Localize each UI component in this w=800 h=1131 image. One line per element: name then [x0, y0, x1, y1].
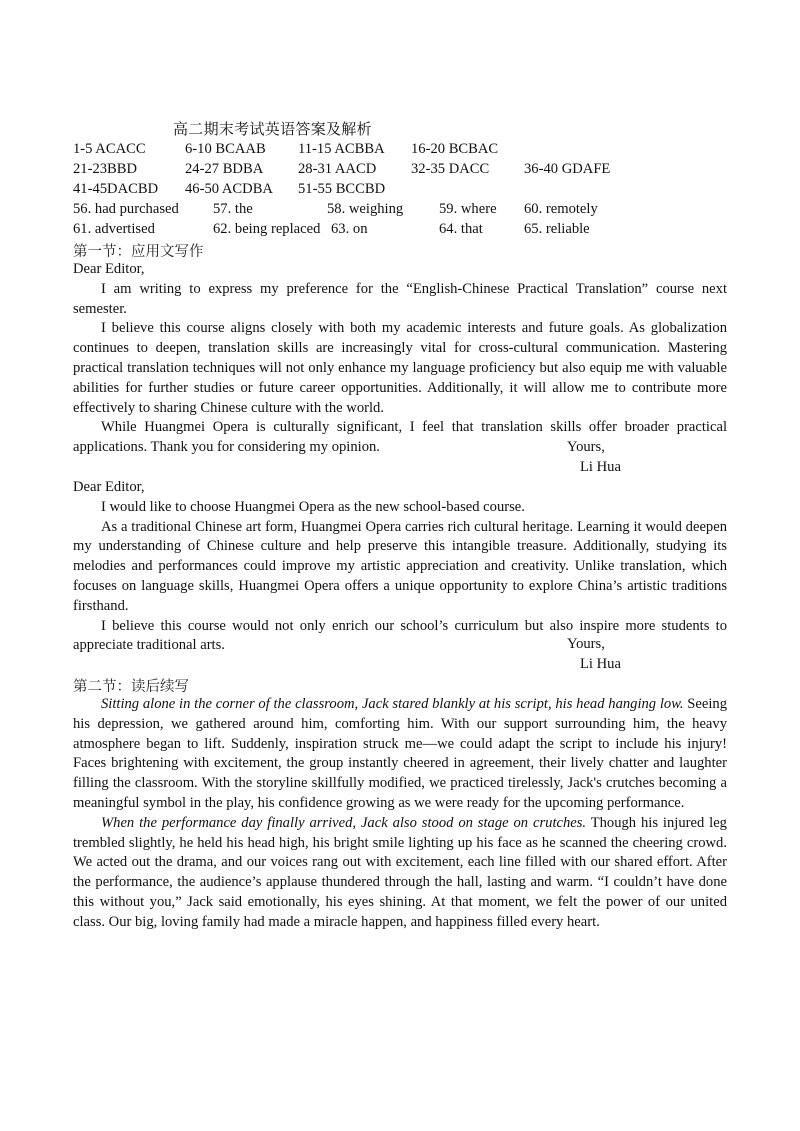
answer-cell: 65. reliable	[524, 221, 590, 237]
letter2	[73, 478, 727, 656]
letter1	[73, 260, 727, 458]
given-opening-sentence: When the performance day finally arrived, Jack also stood on stage on crutches.	[101, 814, 587, 831]
paragraph-body: Though his injured leg trembled slightly, he held his head high, his bright smile lighting up his face as he scanned the cheering crowd. We acted out the drama, and our voices rang out with excitement, each line filled with our shared effort. After the performance, the audience’s applause thundered through the hall, lasting and warm. “I couldn’t have done this without you,” Jack said emotionally, his eyes shining. At that moment, we felt the power of our united class. Our big, loving family had made a miracle happen, and happiness filled every heart.	[73, 814, 727, 930]
story-paragraph-2	[73, 814, 727, 933]
fill-answer-row	[73, 221, 733, 241]
letter2-greeting: Dear Editor,	[73, 479, 145, 495]
answer-cell: 36-40 GDAFE	[524, 161, 611, 177]
letter1-paragraph: I am writing to express my preference for the “English-Chinese Practical Translation” course next semester.	[73, 280, 727, 317]
answer-cell: 46-50 ACDBA	[185, 181, 273, 197]
letter2-paragraph: As a traditional Chinese art form, Huangmei Opera carries rich cultural heritage. Learning it would deepen my understanding of Chinese culture and help preserve this intangible treasure. Additionally, studying its melodies and performances could improve my artistic appreciation and creativity. Unlike translation, which focuses on language skills, Huangmei Opera offers a unique opportunity to explore China’s artistic traditions firsthand.	[73, 518, 727, 614]
answer-cell: 6-10 BCAAB	[185, 141, 266, 157]
paragraph-body: Seeing his depression, we gathered around him, comforting him. With our support surrounding him, the heavy atmosphere began to lift. Suddenly, inspiration struck me—we could adapt the script to include his injury! Faces brightening with excitement, the group instantly cheered in agreement, their lively chatter and laughter filling the classroom. With the storyline skillfully modified, we practiced tirelessly, Jack's crutches becoming a meaningful symbol in the play, his confidence growing as we were ready for the upcoming performance.	[73, 696, 727, 811]
letter2-closing: Yours,	[567, 636, 605, 652]
answer-cell: 11-15 ACBBA	[298, 141, 385, 157]
section2-heading: 第二节：读后续写	[73, 679, 189, 695]
answer-row	[73, 181, 733, 201]
answer-cell: 62. being replaced	[213, 221, 321, 237]
continuation-writing	[73, 695, 727, 933]
answer-cell: 61. advertised	[73, 221, 155, 237]
fill-answer-row	[73, 201, 733, 221]
letter1-paragraph: I believe this course aligns closely with both my academic interests and future goals. As globalization continues to deepen, translation skills are increasingly vital for cross-cultural communication. Mastering practical translation techniques will not only enhance my language proficiency but also equip me with valuable abilities for further studies or future career opportunities. Additionally, it will allow me to contribute more effectively to sharing Chinese culture with the world.	[73, 320, 727, 416]
answer-row	[73, 161, 733, 181]
letter1-paragraph: While Huangmei Opera is culturally significant, I feel that translation skills offer broader practical applications. Thank you for considering my opinion.	[73, 419, 727, 456]
answer-cell: 58. weighing	[327, 201, 404, 217]
answer-cell: 1-5 ACACC	[73, 141, 146, 157]
answer-cell: 51-55 BCCBD	[298, 181, 386, 197]
letter2-signature: Li Hua	[580, 656, 621, 672]
answer-cell: 32-35 DACC	[411, 161, 490, 177]
answer-cell: 63. on	[331, 221, 368, 237]
answer-cell: 57. the	[213, 201, 253, 217]
letter2-paragraph: I would like to choose Huangmei Opera as the new school-based course.	[101, 498, 525, 515]
answer-cell: 41-45DACBD	[73, 181, 159, 197]
letter1-greeting: Dear Editor,	[73, 261, 145, 277]
answer-cell: 59. where	[439, 201, 497, 217]
document-title: 高二期末考试英语答案及解析	[173, 122, 372, 138]
answer-cell: 56. had purchased	[73, 201, 179, 217]
answer-cell: 28-31 AACD	[298, 161, 377, 177]
answer-cell: 16-20 BCBAC	[411, 141, 499, 157]
answer-cell: 64. that	[439, 221, 483, 237]
letter2-paragraph: I believe this course would not only enrich our school’s curriculum but also inspire more students to appreciate traditional arts.	[73, 617, 727, 654]
section1-heading: 第一节：应用文写作	[73, 244, 204, 260]
letter1-signature: Li Hua	[580, 459, 621, 475]
answer-cell: 24-27 BDBA	[185, 161, 264, 177]
given-opening-sentence: Sitting alone in the corner of the classroom, Jack stared blankly at his script, his head hanging low.	[101, 696, 684, 712]
letter1-closing: Yours,	[567, 439, 605, 455]
answer-cell: 21-23BBD	[73, 161, 138, 177]
story-paragraph-1	[73, 695, 727, 814]
answer-row	[73, 141, 733, 161]
answer-cell: 60. remotely	[524, 201, 598, 217]
